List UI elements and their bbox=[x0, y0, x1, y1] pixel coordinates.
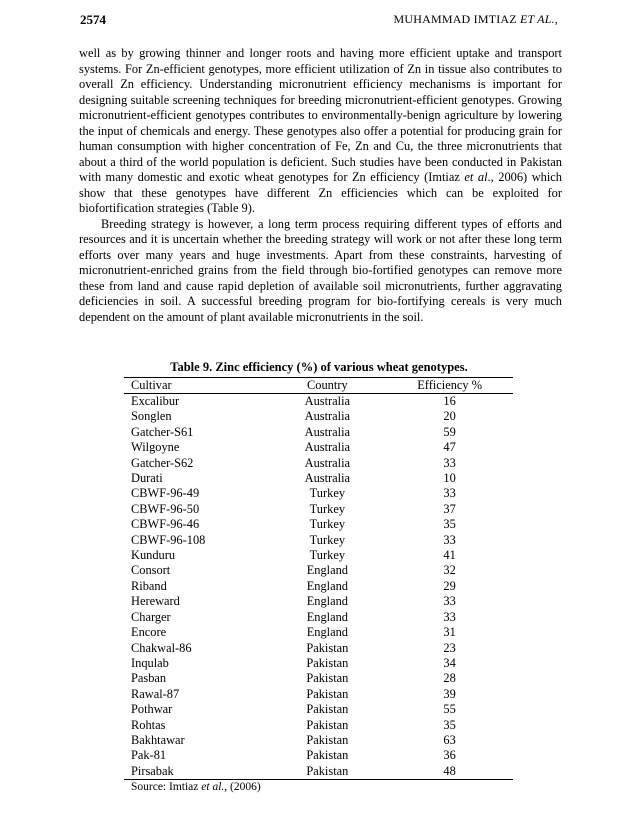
table-row bbox=[124, 718, 513, 733]
running-head-suffix: , bbox=[554, 12, 558, 26]
table-row bbox=[124, 502, 513, 517]
table-row bbox=[124, 610, 513, 625]
table-row bbox=[124, 671, 513, 686]
cell-efficiency: 63 bbox=[443, 732, 456, 747]
cell-country: Australia bbox=[304, 455, 351, 470]
cell-efficiency: 28 bbox=[443, 671, 456, 686]
source-etal: et al. bbox=[201, 781, 225, 793]
table-row bbox=[124, 579, 513, 594]
table-row bbox=[124, 548, 513, 563]
cell-efficiency: 35 bbox=[443, 717, 456, 732]
body-text bbox=[79, 46, 562, 325]
running-head-author: MUHAMMAD IMTIAZ bbox=[393, 12, 521, 26]
zinc-efficiency-table bbox=[124, 377, 513, 780]
cell-country: Turkey bbox=[309, 548, 346, 563]
cell-country: England bbox=[306, 563, 348, 578]
table-row bbox=[124, 471, 513, 486]
cell-cultivar: Encore bbox=[131, 625, 167, 640]
cell-country: Pakistan bbox=[306, 671, 349, 686]
table-header-row bbox=[124, 378, 513, 394]
cell-efficiency: 33 bbox=[443, 486, 456, 501]
table-row bbox=[124, 456, 513, 471]
cell-efficiency: 23 bbox=[443, 640, 456, 655]
table-row bbox=[124, 517, 513, 532]
cell-cultivar: CBWF-96-46 bbox=[131, 517, 200, 532]
page-number: 2574 bbox=[80, 12, 106, 27]
cell-cultivar: Riband bbox=[131, 578, 167, 593]
cell-country: Pakistan bbox=[306, 655, 349, 670]
cell-country: England bbox=[306, 594, 348, 609]
cell-cultivar: CBWF-96-49 bbox=[131, 486, 200, 501]
cell-efficiency: 33 bbox=[443, 594, 456, 609]
cell-country: England bbox=[306, 625, 348, 640]
cell-country: Australia bbox=[304, 471, 351, 486]
cell-country: Turkey bbox=[309, 501, 346, 516]
cell-country: England bbox=[306, 609, 348, 624]
cell-country: Turkey bbox=[309, 517, 346, 532]
table-row bbox=[124, 641, 513, 656]
table-caption: Table 9. Zinc efficiency (%) of various wheat genotypes. bbox=[170, 360, 468, 374]
cell-cultivar: Pirsabak bbox=[124, 764, 268, 780]
table-row bbox=[124, 425, 513, 440]
table-row bbox=[124, 702, 513, 717]
cell-cultivar: Inqulab bbox=[131, 655, 169, 670]
running-head bbox=[393, 12, 558, 27]
cell-cultivar: Gatcher-S61 bbox=[131, 424, 194, 439]
table-row bbox=[124, 687, 513, 702]
cell-efficiency: 29 bbox=[443, 578, 456, 593]
cell-cultivar: CBWF-96-50 bbox=[131, 501, 200, 516]
cell-efficiency: 33 bbox=[443, 532, 456, 547]
cell-cultivar: Pothwar bbox=[131, 702, 173, 717]
header-cultivar: Cultivar bbox=[124, 378, 268, 394]
cell-country: Australia bbox=[304, 424, 351, 439]
cell-efficiency: 33 bbox=[443, 609, 456, 624]
header-country: Country bbox=[268, 378, 386, 394]
cell-cultivar: CBWF-96-108 bbox=[131, 532, 206, 547]
paragraph-2: Breeding strategy is however, a long term process requiring different types of efforts and resources and it is uncertain whether the breeding strategy will work or not after these long term efforts over many years and huge investments. Apart from these constraints, harvesting of micronutrient-enriched grains from the field through bio-fortified genotypes can remove more these from land and cause rapid depletion of available soil micronutrients, further aggravating deficiencies in soil. A successful breeding program for bio-fortifying cereals is very much dependent on the amount of plant available micronutrients in the soil. bbox=[79, 216, 562, 324]
cell-efficiency: 41 bbox=[443, 548, 456, 563]
paragraph-1-part-2: ., 2006) which show that these genotypes have different Zn efficiencies which can be exploited for biofortification strategies (Table 9). bbox=[79, 170, 562, 215]
cell-cultivar: Rohtas bbox=[131, 717, 166, 732]
cell-country: Australia bbox=[304, 409, 351, 424]
cell-cultivar: Excalibur bbox=[131, 394, 180, 408]
cell-efficiency: 59 bbox=[443, 424, 456, 439]
table-source bbox=[131, 781, 261, 793]
table-row bbox=[124, 625, 513, 640]
cell-cultivar: Bakhtawar bbox=[131, 732, 185, 747]
cell-country: Pakistan bbox=[306, 702, 349, 717]
cell-efficiency: 55 bbox=[443, 702, 456, 717]
cell-efficiency: 37 bbox=[443, 501, 456, 516]
cell-country: England bbox=[306, 578, 348, 593]
cell-efficiency: 31 bbox=[443, 625, 456, 640]
cell-efficiency: 35 bbox=[443, 517, 456, 532]
cell-country: Pakistan bbox=[306, 640, 349, 655]
table-row bbox=[124, 656, 513, 671]
paragraph-1 bbox=[79, 46, 562, 217]
cell-cultivar: Durati bbox=[131, 471, 163, 486]
cell-country: Australia bbox=[304, 440, 351, 455]
source-prefix: Source: Imtiaz bbox=[131, 781, 202, 793]
cell-cultivar: Rawal-87 bbox=[131, 686, 180, 701]
cell-cultivar: Consort bbox=[131, 563, 171, 578]
cell-cultivar: Chakwal-86 bbox=[131, 640, 192, 655]
table-row bbox=[124, 533, 513, 548]
source-suffix: , (2006) bbox=[224, 781, 261, 793]
cell-country: Turkey bbox=[309, 532, 346, 547]
table-row bbox=[124, 594, 513, 609]
cell-efficiency: 34 bbox=[443, 655, 456, 670]
cell-cultivar: Kunduru bbox=[131, 548, 176, 563]
table-row bbox=[124, 764, 513, 780]
cell-efficiency: 33 bbox=[443, 455, 456, 470]
cell-country: Pakistan bbox=[306, 732, 349, 747]
cell-efficiency: 32 bbox=[443, 563, 456, 578]
table-row bbox=[124, 748, 513, 763]
paragraph-1-part-1: well as by growing thinner and longer roots and having more efficient uptake and transport systems. For Zn-efficient genotypes, more efficient utilization of Zn in tissue also contributes to overall Zn efficiency. Understanding micronutrient efficiency mechanisms is important for designing suitable screening techniques for breeding micronutrient-efficient genotypes. Growing micronutrient-efficient genotypes contributes to environmentally-benign agriculture by lowering the input of chemicals and energy. These genotypes also offer a potential for producing grain for human consumption with higher concentration of Fe, Zn and Cu, the three micronutrients that about a third of the world population is deficient. Such studies have been conducted in Pakistan with many domestic and exotic wheat genotypes for Zn efficiency (Imtiaz bbox=[79, 46, 562, 184]
cell-cultivar: Hereward bbox=[131, 594, 180, 609]
paragraph-1-citation-etal: et al bbox=[464, 170, 488, 184]
cell-efficiency: 10 bbox=[443, 471, 456, 486]
cell-efficiency: 48 bbox=[386, 764, 513, 780]
cell-cultivar: Charger bbox=[131, 609, 171, 624]
cell-country: Pakistan bbox=[306, 686, 349, 701]
cell-cultivar: Pak-81 bbox=[131, 748, 167, 763]
cell-country: Pakistan bbox=[306, 748, 349, 763]
cell-efficiency: 36 bbox=[443, 748, 456, 763]
table-row bbox=[124, 440, 513, 455]
running-head-etal: ET AL. bbox=[520, 12, 555, 26]
table-row bbox=[124, 733, 513, 748]
cell-efficiency: 16 bbox=[443, 394, 456, 408]
table-row bbox=[124, 563, 513, 578]
cell-cultivar: Wilgoyne bbox=[131, 440, 180, 455]
cell-efficiency: 20 bbox=[443, 409, 456, 424]
header-efficiency: Efficiency % bbox=[386, 378, 513, 394]
cell-country: Pakistan bbox=[268, 764, 386, 780]
cell-cultivar: Pasban bbox=[131, 671, 167, 686]
table-row bbox=[124, 394, 513, 410]
table-row bbox=[124, 409, 513, 424]
table-row bbox=[124, 486, 513, 501]
cell-cultivar: Songlen bbox=[131, 409, 172, 424]
cell-cultivar: Gatcher-S62 bbox=[131, 455, 194, 470]
cell-efficiency: 39 bbox=[443, 686, 456, 701]
cell-efficiency: 47 bbox=[443, 440, 456, 455]
cell-country: Australia bbox=[304, 394, 351, 408]
cell-country: Pakistan bbox=[306, 717, 349, 732]
cell-country: Turkey bbox=[309, 486, 346, 501]
table-body bbox=[124, 394, 513, 780]
